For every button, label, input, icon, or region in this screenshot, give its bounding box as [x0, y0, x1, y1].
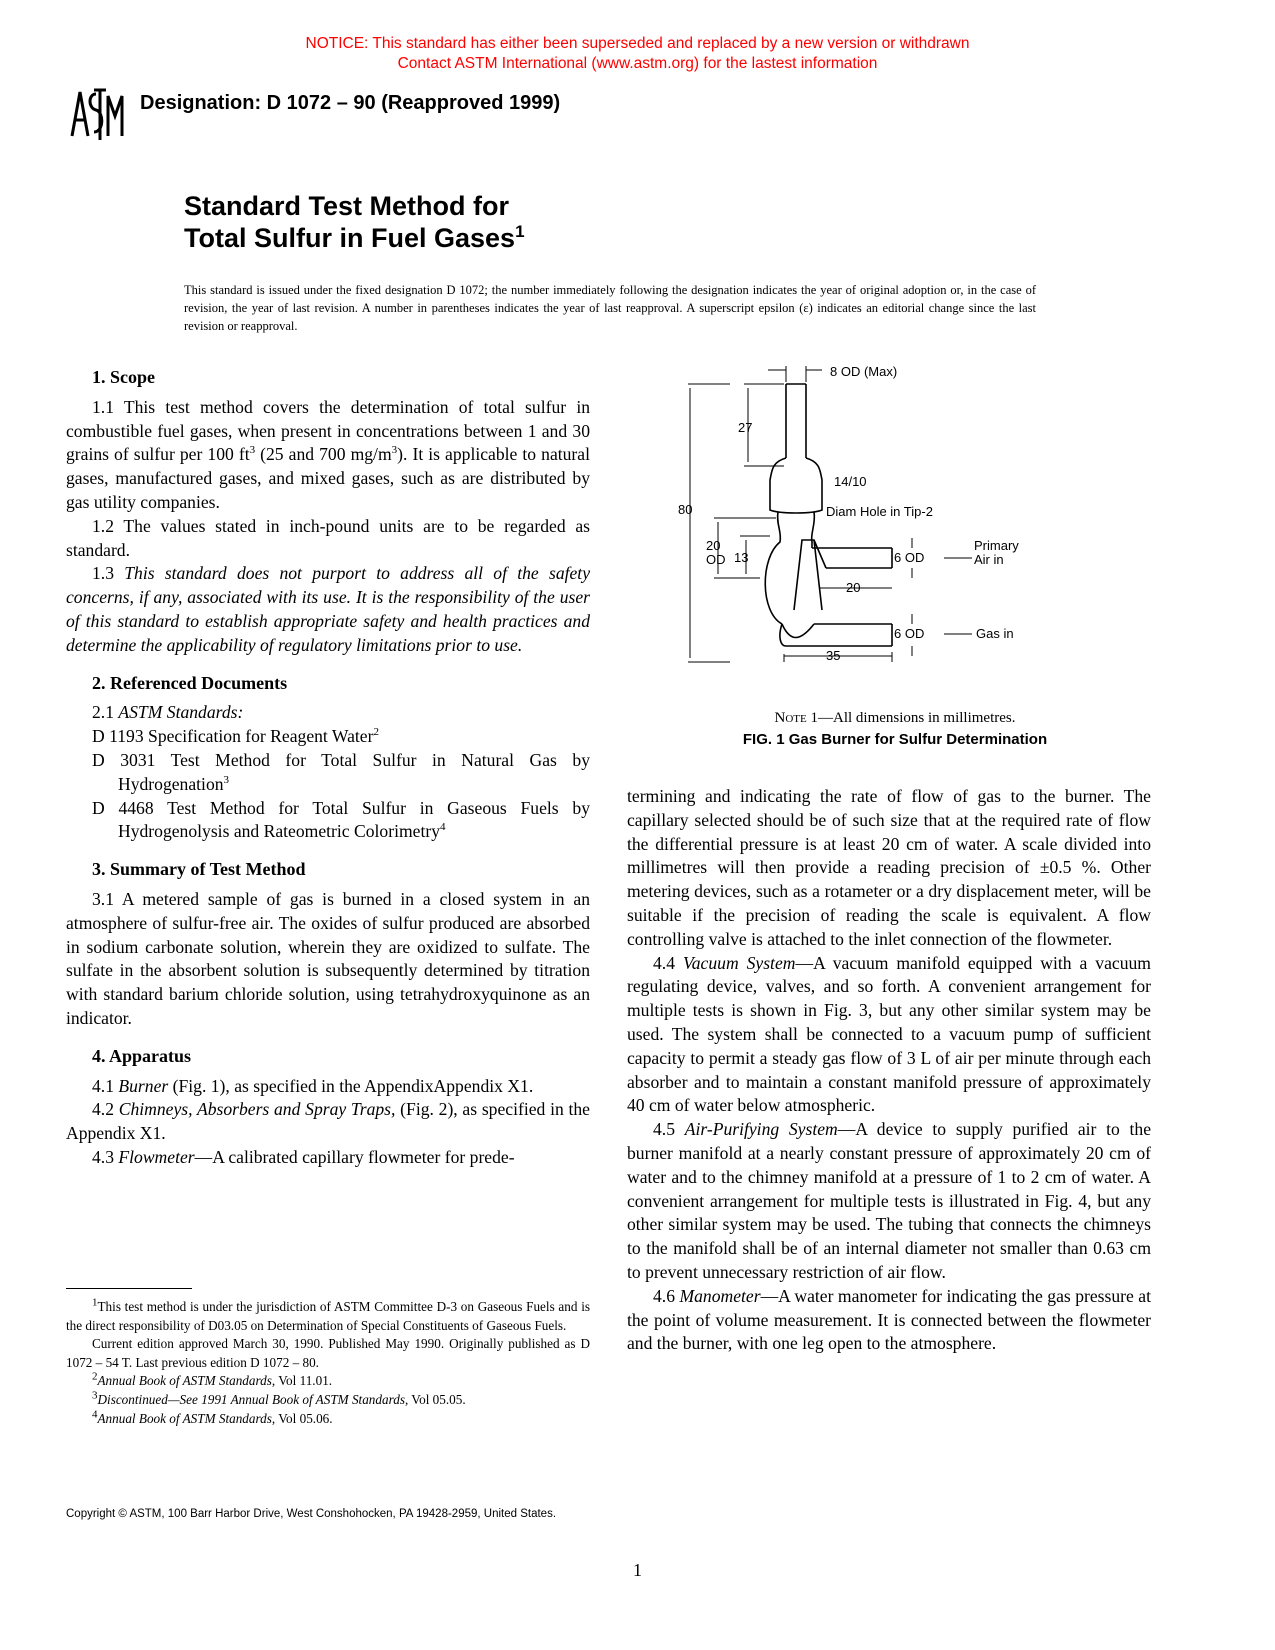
footnote-1b: Current edition approved March 30, 1990. Published May 1990. Originally published as D 1072 – 54 T. Last previous edition D 1072 – 80. — [66, 1336, 590, 1370]
footnote-2: $^2$Annual Book of ASTM Standards, Vol 11.01. — [92, 1370, 333, 1389]
fig-label-od: OD — [706, 552, 726, 567]
section-scope-heading: 1. Scope — [92, 367, 155, 387]
fig-label-80: 80 — [678, 502, 693, 517]
fig-label-gas-in: Gas in — [976, 626, 1014, 641]
intro-paragraph: This standard is issued under the fixed designation D 1072; the number immediately following the designation indicates the year of original adoption or, in the case of revision, the year of last revision. A number in parentheses indicates the year of last reapproval. A superscript epsilon (ε) indicates an editorial change since the last revision or reapproval. — [184, 283, 1036, 333]
footnotes — [66, 1298, 590, 1428]
apparatus-4-3-continued: termining and indicating the rate of flow of gas to the burner. The capillary selected should be of such size that at the required rate of flow the differential pressure is at least 20 cm of water. A scale divided into millimetres will then provide a reading precision of ±0.5 %. Other metering devices, such as a rotameter or a dry displacement meter, will be suitable if the precision of reading the scale is equivalent. A flow controlling valve is attached to the inlet connection of the flowmeter. — [627, 786, 1151, 949]
summary-3-1: 3.1 A metered sample of gas is burned in a closed system in an atmosphere of sulfur-free air. The oxides of sulfur produced are absorbed in sodium carbonate solution, wherein they are oxidized to sulfate. The sulfate in the absorbent solution is subsequently determined by titration with standard barium chloride solution, using tetrahydroxyquinone as an indicator. — [66, 888, 590, 1028]
fig-label-diam-hole: Diam Hole in Tip-2 — [826, 504, 933, 519]
scope-1-2: 1.2 The values stated in inch-pound units are to be regarded as standard. — [66, 515, 590, 560]
fig-label-6od-primary: 6 OD — [894, 550, 925, 565]
figure-1-gas-burner-diagram — [678, 362, 1110, 702]
fig-label-primary: Primary — [974, 538, 1019, 553]
fig-label-air-in: Air in — [974, 552, 1004, 567]
fig-label-20b: 20 — [846, 580, 861, 595]
title-footnote-ref: 1 — [515, 222, 525, 241]
apparatus-4-4: 4.4 Vacuum System—A vacuum manifold equipped with a vacuum regulating device, valves, and so forth. A convenient arrangement for multiple tests is shown in Fig. 3, but any other similar system may be used. The system shall be connected to a vacuum pump of sufficient capacity to permit a steady gas flow of 3 L of air per minute through each absorber and to maintain a constant manifold pressure of approximately 40 cm of water below atmospheric. — [627, 952, 1151, 1116]
fig-label-13: 13 — [734, 550, 749, 565]
apparatus-4-1: 4.1 Burner (Fig. 1), as specified in the AppendixAppendix X1. — [92, 1075, 534, 1096]
footnote-rule — [66, 1288, 192, 1289]
refs-2-1: 2.1 ASTM Standards: — [92, 702, 244, 723]
apparatus-4-3: 4.3 Flowmeter—A calibrated capillary flowmeter for prede- — [92, 1146, 515, 1167]
fig-label-taper: 14/10 — [834, 474, 867, 489]
fig-label-6od-gas: 6 OD — [894, 626, 925, 641]
scope-1-1: 1.1 This test method covers the determination of total sulfur in combustible fuel gases, when present in concentrations between 1 and 30 grains of sulfur per 100 $ft^3$ (25 and 700 $mg/m^3$). It is applicable to natural gases, manufactured gases, and mixed gases, such as are distributed by gas utility companies. — [66, 396, 590, 512]
copyright: Copyright © ASTM, 100 Barr Harbor Drive, West Conshohocken, PA 19428-2959, United States. — [66, 1508, 557, 1520]
fig-label-27: 27 — [738, 420, 753, 435]
figure-caption: FIG. 1 Gas Burner for Sulfur Determination — [742, 731, 1048, 748]
astm-logo-icon — [66, 84, 128, 144]
page-number: 1 — [633, 1560, 642, 1580]
apparatus-4-6: 4.6 Manometer—A water manometer for indicating the gas pressure at the point of volume measurement. It is connected between the flowmeter and the burner, with one leg open to the atmosphere. — [627, 1285, 1151, 1354]
document-title — [184, 190, 525, 254]
fig-label-20: 20 — [706, 538, 721, 553]
title-line-2: Total Sulfur in Fuel Gases — [184, 223, 516, 253]
apparatus-4-2: 4.2 Chimneys, Absorbers and Spray Traps, (Fig. 2), as specified in the Appendix X1. — [66, 1099, 590, 1144]
notice-banner — [0, 34, 1275, 74]
fig-label-od-max: 8 OD (Max) — [830, 364, 898, 379]
section-summary-heading: 3. Summary of Test Method — [92, 859, 306, 880]
left-column — [66, 366, 590, 1170]
apparatus-4-5: 4.5 Air-Purifying System—A device to supply purified air to the burner manifold at a nearly constant pressure of approximately 20 cm of water and to the chimney manifold at a pressure of 1 to 2 cm of water. A convenient arrangement for multiple tests is illustrated in Fig. 4, but any other similar system may be used. The tubing that connects the chimneys to the manifold shall be of an internal diameter not smaller than 0.63 cm to prevent unnecessary restriction of air flow. — [627, 1119, 1152, 1282]
figure-note: Note 1—All dimensions in millimetres. — [774, 710, 1016, 726]
footnote-4: $^4$Annual Book of ASTM Standards, Vol 05.06. — [92, 1408, 333, 1426]
section-refs-heading: 2. Referenced Documents — [92, 672, 288, 693]
ref-d1193: D 1193 Specification for Reagent Water$^2$ — [92, 726, 379, 747]
right-column — [627, 785, 1151, 1356]
section-apparatus-heading: 4. Apparatus — [92, 1045, 192, 1066]
scope-1-3: 1.3 This standard does not purport to address all of the safety concerns, if any, associated with its use. It is the responsibility of the user of this standard to establish appropriate safety and health practices and determine the applicability of regulatory limitations prior to use. — [66, 563, 591, 655]
title-line-1: Standard Test Method for — [184, 191, 510, 221]
notice-line-2: Contact ASTM International (www.astm.org) for the lastest information — [397, 55, 878, 72]
fig-label-35: 35 — [826, 648, 841, 663]
footnote-3: $^3$Discontinued—See 1991 Annual Book of ASTM Standards, Vol 05.05. — [92, 1389, 466, 1407]
ref-d4468: D 4468 Test Method for Total Sulfur in Gaseous Fuels by Hydrogenolysis and Rateometric Colorimetry$^4$ — [92, 797, 590, 842]
notice-line-1: NOTICE: This standard has either been superseded and replaced by a new version or withdrawn — [305, 35, 970, 52]
footnote-1: $^1$This test method is under the jurisdiction of ASTM Committee D-3 on Gaseous Fuels and is the direct responsibility of D03.05 on Determination of Special Constituents of Gaseous Fuels. — [66, 1296, 590, 1333]
designation: Designation: D 1072 – 90 (Reapproved 1999) — [140, 92, 561, 114]
ref-d3031: D 3031 Test Method for Total Sulfur in Natural Gas by Hydrogenation$^3$ — [92, 749, 590, 794]
